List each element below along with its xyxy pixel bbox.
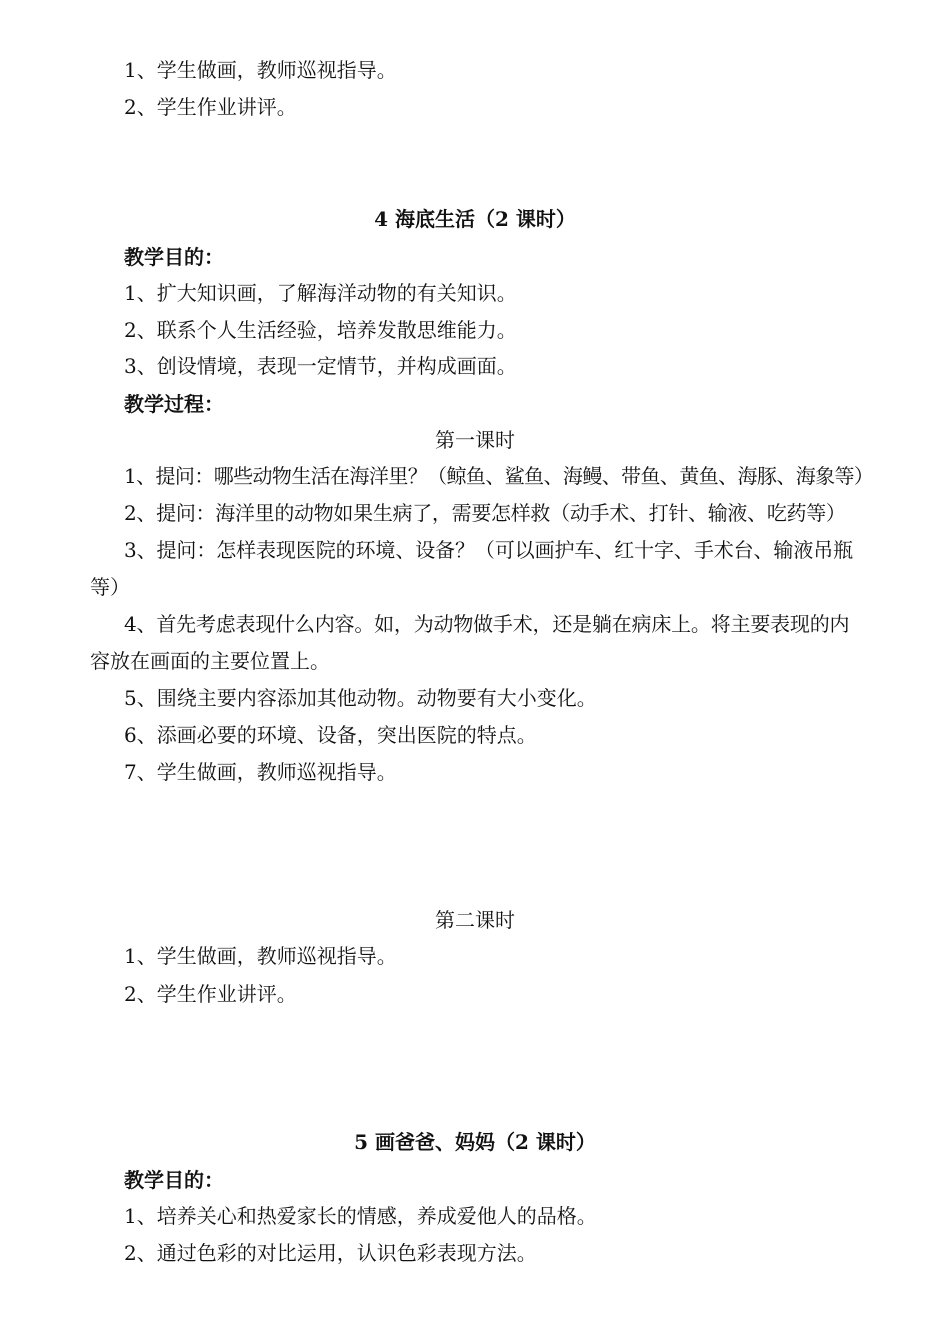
lesson4-objectives-heading: 教学目的： [124,245,224,269]
lesson4-objective-3: 3、创设情境，表现一定情节，并构成画面。 [124,354,517,378]
lesson4-period1-step-1: 1、提问：哪些动物生活在海洋里？（鲸鱼、鲨鱼、海鳗、带鱼、黄鱼、海豚、海象等） [124,464,874,488]
lesson4-period1-step-4-cont: 容放在画面的主要位置上。 [90,649,330,673]
lesson4-period2-step-2: 2、学生作业讲评。 [124,982,297,1006]
lesson4-period1-step-7: 7、学生做画，教师巡视指导。 [124,760,397,784]
lesson4-period1-step-2: 2、提问：海洋里的动物如果生病了，需要怎样救（动手术、打针、输液、吃药等） [124,501,846,525]
lesson4-period1-step-3: 3、提问：怎样表现医院的环境、设备？（可以画护车、红十字、手术台、输液吊瓶 [124,538,854,562]
lesson4-period1-title: 第一课时 [435,428,515,452]
lesson5-objective-2: 2、通过色彩的对比运用，认识色彩表现方法。 [124,1241,537,1265]
lesson5-objective-1: 1、培养关心和热爱家长的情感，养成爱他人的品格。 [124,1204,597,1228]
lesson4-objective-2: 2、联系个人生活经验，培养发散思维能力。 [124,318,517,342]
top-item-1: 1、学生做画，教师巡视指导。 [124,58,397,82]
lesson4-period2-step-1: 1、学生做画，教师巡视指导。 [124,944,397,968]
lesson4-process-heading: 教学过程： [124,392,224,416]
lesson4-title: 4 海底生活（2 课时） [374,207,576,231]
lesson4-period2-title: 第二课时 [435,908,515,932]
lesson4-period1-step-6: 6、添画必要的环境、设备，突出医院的特点。 [124,723,537,747]
lesson4-period1-step-4: 4、首先考虑表现什么内容。如，为动物做手术，还是躺在病床上。将主要表现的内 [124,612,850,636]
lesson4-objective-1: 1、扩大知识画，了解海洋动物的有关知识。 [124,281,517,305]
lesson5-objectives-heading: 教学目的： [124,1168,224,1192]
lesson5-title: 5 画爸爸、妈妈（2 课时） [354,1130,596,1154]
lesson4-period1-step-5: 5、围绕主要内容添加其他动物。动物要有大小变化。 [124,686,597,710]
lesson4-period1-step-3-cont: 等） [90,575,130,599]
top-item-2: 2、学生作业讲评。 [124,95,297,119]
